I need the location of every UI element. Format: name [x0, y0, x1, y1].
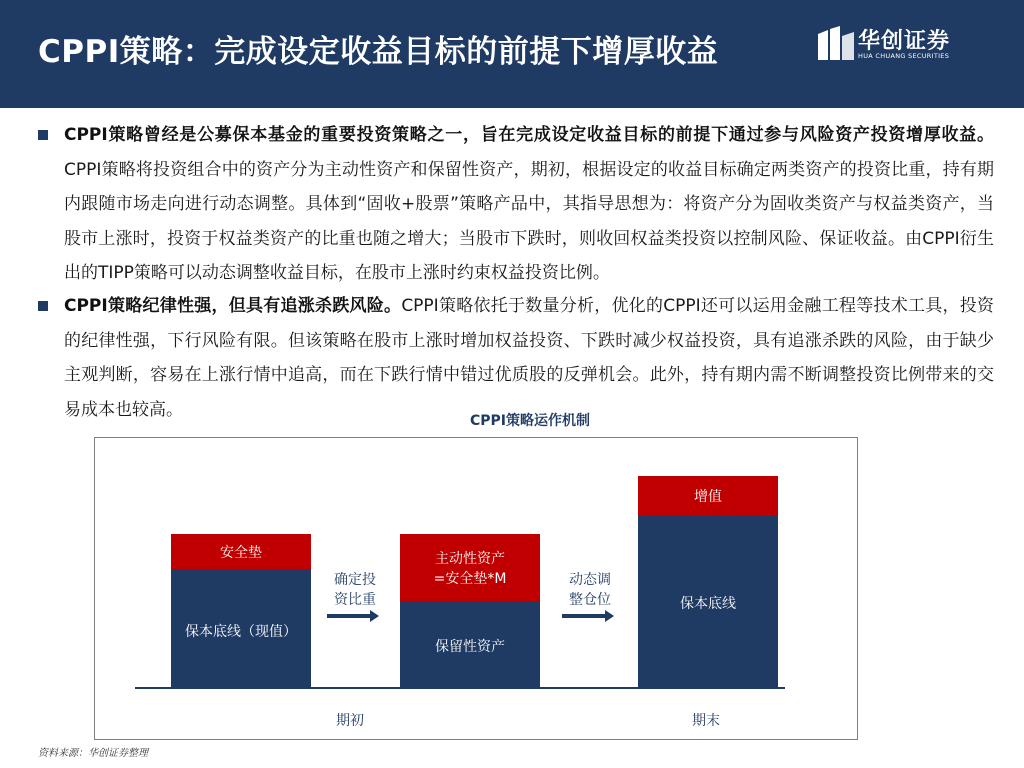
- arrow1-right-icon: [327, 610, 379, 622]
- source-note: 资料来源：华创证券整理: [38, 748, 148, 759]
- logo-text-cn: 华创证券: [858, 29, 951, 54]
- page-title: CPPI策略：完成设定收益目标的前提下增厚收益: [38, 34, 719, 70]
- paragraph-2-text: CPPI策略依托于数量分析，优化的CPPI还可以运用金融工程等技术工具，投资的纪律性强，下行风险有限。但该策略在股市上涨时增加权益投资、下跌时减少权益投资，具有追涨杀跌的风险，由于缺少主观判断，容易在上涨行情中追高，而在下跌行情中错过优质股的反弹机会。此外，持有期内需不断调整投资比例带来的交易成本也较高。: [64, 296, 994, 420]
- paragraph-2: [64, 289, 994, 427]
- col1-safety-cushion-block: [171, 534, 311, 569]
- company-logo: [818, 24, 968, 64]
- arrow1-label-line2: 资比重: [334, 592, 376, 608]
- col3-appreciation-block: [638, 476, 778, 515]
- col1-top-label: 安全垫: [220, 545, 262, 561]
- arrow2-label: [555, 570, 625, 610]
- col3-top-label: 增值: [694, 489, 722, 505]
- x-label-start: 期初: [336, 713, 364, 729]
- col3-floor-block: [638, 515, 778, 688]
- arrow2-label-line2: 整仓位: [569, 592, 611, 608]
- col1-bottom-label: 保本底线（现值）: [185, 624, 297, 640]
- logo-mark-icon: [818, 26, 854, 60]
- col1-floor-block: [171, 569, 311, 688]
- col2-bottom-label: 保留性资产: [435, 639, 505, 655]
- paragraph-1: [64, 118, 994, 291]
- col2-active-asset-block: [400, 534, 540, 601]
- diagram-title: CPPI策略运作机制: [469, 413, 590, 429]
- col2-top-label-line1: 主动性资产: [435, 551, 505, 567]
- header-bar: [0, 0, 1024, 108]
- bullet-marker-2: [38, 301, 48, 311]
- diagram-baseline: [135, 687, 785, 689]
- arrow1-label-line1: 确定投: [334, 572, 376, 588]
- arrow2-label-line1: 动态调: [569, 572, 611, 588]
- x-label-end: 期末: [692, 713, 720, 729]
- arrow1-label: [320, 570, 390, 610]
- col2-reserve-asset-block: [400, 601, 540, 688]
- col3-bottom-label: 保本底线: [680, 596, 736, 612]
- logo-text-en: HUA CHUANG SECURITIES: [858, 52, 950, 60]
- paragraph-1-bold: CPPI策略曾经是公募保本基金的重要投资策略之一，旨在完成设定收益目标的前提下通过参与风险资产投资增厚收益。: [64, 125, 994, 145]
- paragraph-1-text: CPPI策略将投资组合中的资产分为主动性资产和保留性资产，期初，根据设定的收益目标确定两类资产的投资比重，持有期内跟随市场走向进行动态调整。具体到“固收+股票”策略产品中，其指导思想为：将资产分为固收类资产与权益类资产，当股市上涨时，投资于权益类资产的比重也随之增大；当股市下跌时，则收回权益类投资以控制风险、保证收益。由CPPI衍生出的TIPP策略可以动态调整收益目标，在股市上涨时约束权益投资比例。: [64, 159, 994, 283]
- paragraph-2-bold: CPPI策略纪律性强，但具有追涨杀跌风险。: [64, 296, 402, 316]
- col2-top-label-line2: =安全垫*M: [433, 571, 507, 587]
- bullet-marker-1: [38, 130, 48, 140]
- arrow2-right-icon: [562, 610, 614, 622]
